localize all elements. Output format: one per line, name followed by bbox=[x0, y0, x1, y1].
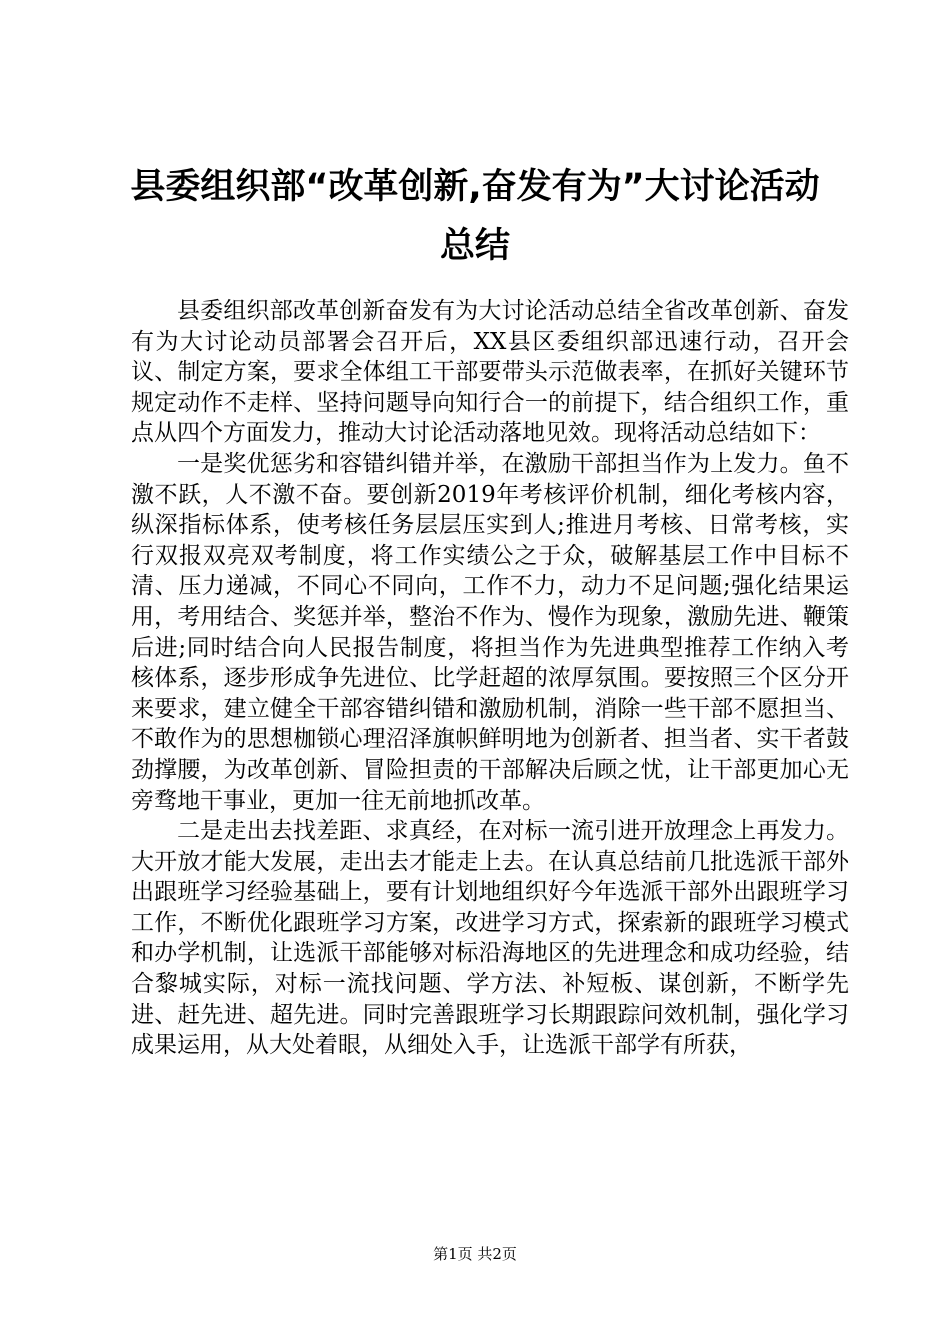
paragraph-point-one: 一是奖优惩劣和容错纠错并举，在激励干部担当作为上发力。鱼不激不跃，人不激不奋。要创新2019年考核评价机制，细化考核内容，纵深指标体系，使考核任务层层压实到人;推进月考核、日常考核，实行双报双亮双考制度，将工作实绩公之于众，破解基层工作中目标不清、压力递减，不同心不同向，工作不力，动力不足问题;强化结果运用，考用结合、奖惩并举，整治不作为、慢作为现象，激励先进、鞭策后进;同时结合向人民报告制度，将担当作为先进典型推荐工作纳入考核体系，逐步形成争先进位、比学赶超的浓厚氛围。要按照三个区分开来要求，建立健全干部容错纠错和激励机制，消除一些干部不愿担当、不敢作为的思想枷锁心理沼泽旗帜鲜明地为创新者、担当者、实干者鼓劲撑腰，为改革创新、冒险担责的干部解决后顾之忧，让干部更加心无旁骛地干事业，更加一往无前地抓改革。 bbox=[131, 450, 849, 814]
paragraph-intro: 县委组织部改革创新奋发有为大讨论活动总结全省改革创新、奋发有为大讨论动员部署会召开后，XX县区委组织部迅速行动，召开会议、制定方案，要求全体组工干部要带头示范做表率，在抓好关键环节规定动作不走样、坚持问题导向知行合一的前提下，结合组织工作，重点从四个方面发力，推动大讨论活动落地见效。现将活动总结如下： bbox=[131, 298, 849, 447]
page-number-footer: 第1页 共2页 bbox=[433, 1245, 517, 1263]
document-title: 县委组织部“改革创新,奋发有为”大讨论活动总结 bbox=[130, 167, 820, 266]
paragraph-point-two: 二是走出去找差距、求真经，在对标一流引进开放理念上再发力。大开放才能大发展，走出去才能走上去。在认真总结前几批选派干部外出跟班学习经验基础上，要有计划地组织好今年选派干部外出跟班学习工作，不断优化跟班学习方案，改进学习方式，探索新的跟班学习模式和办学机制，让选派干部能够对标沿海地区的先进理念和成功经验，结合黎城实际，对标一流找问题、学方法、补短板、谋创新，不断学先进、赶先进、超先进。同时完善跟班学习长期跟踪问效机制，强化学习成果运用，从大处着眼，从细处入手，让选派干部学有所获， bbox=[131, 818, 849, 1059]
document-body bbox=[131, 296, 849, 1061]
